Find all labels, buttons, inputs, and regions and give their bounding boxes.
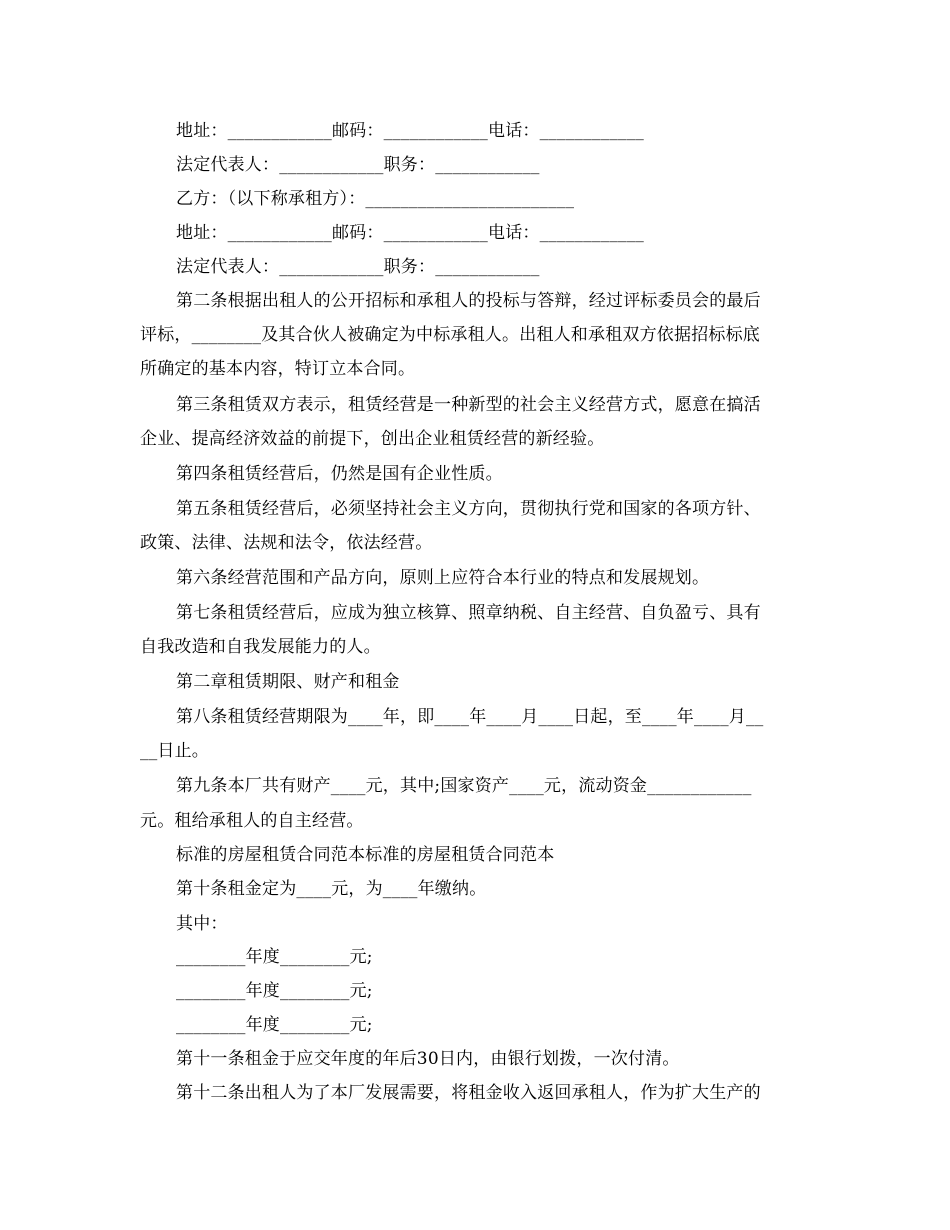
text-line: ________年度________元;: [176, 981, 373, 1001]
text-line: 所确定的基本内容，特订立本合同。: [140, 359, 416, 379]
text-line: 第十二条出租人为了本厂发展需要，将租金收入返回承租人，作为扩大生产的: [176, 1083, 761, 1103]
text-line: 第二条根据出租人的公开招标和承租人的投标与答辩，经过评标委员会的最后: [176, 291, 761, 311]
text-line: 地址：____________邮码：____________电话：____________: [176, 121, 644, 141]
text-line: 政策、法律、法规和法令，依法经营。: [140, 533, 433, 553]
text-line: __日止。: [140, 741, 209, 761]
text-line: 自我改造和自我发展能力的人。: [140, 637, 381, 657]
text-line: 第三条租赁双方表示，租赁经营是一种新型的社会主义经营方式，愿意在搞活: [176, 395, 761, 415]
text-line: 第四条租赁经营后，仍然是国有企业性质。: [176, 464, 503, 484]
text-line: 第七条租赁经营后，应成为独立核算、照章纳税、自主经营、自负盈亏、具有: [176, 603, 761, 623]
text-line: 标准的房屋租赁合同范本标准的房屋租赁合同范本: [176, 845, 555, 865]
text-line: 元。租给承租人的自主经营。: [140, 811, 364, 831]
text-line: 第六条经营范围和产品方向，原则上应符合本行业的特点和发展规划。: [176, 568, 710, 588]
text-line: 第八条租赁经营期限为____年，即____年____月____日起，至____年____月__: [176, 707, 764, 727]
text-line: 法定代表人：____________职务：____________: [176, 155, 540, 175]
text-line: ________年度________元;: [176, 947, 373, 967]
text-line: 法定代表人：____________职务：____________: [176, 257, 540, 277]
text-line: ________年度________元;: [176, 1015, 373, 1035]
text-line: 地址：____________邮码：____________电话：____________: [176, 223, 644, 243]
text-line: 第十条租金定为____元，为____年缴纳。: [176, 879, 487, 899]
text-line: 乙方：（以下称承租方）：________________________: [176, 189, 575, 209]
text-line: 第九条本厂共有财产____元，其中;国家资产____元，流动资金____________: [176, 776, 752, 796]
chapter-heading: 第二章租赁期限、财产和租金: [176, 672, 400, 692]
text-line: 评标，________及其合伙人被确定为中标承租人。出租人和承租双方依据招标标底: [140, 325, 760, 345]
text-line: 企业、提高经济效益的前提下，创出企业租赁经营的新经验。: [140, 429, 605, 449]
text-line: 第十一条租金于应交年度的年后30日内，由银行划拨，一次付清。: [176, 1049, 680, 1069]
text-line: 第五条租赁经营后，必须坚持社会主义方向，贯彻执行党和国家的各项方针、: [176, 499, 761, 519]
text-line: 其中：: [176, 914, 228, 934]
